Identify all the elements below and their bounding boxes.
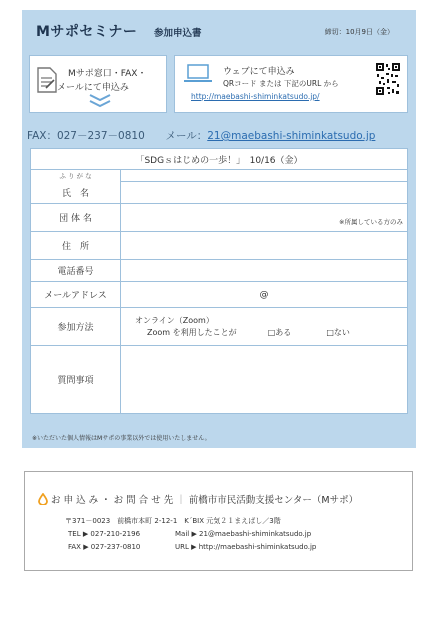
mail-address-link[interactable]: 21@maebashi-shiminkatsudo.jp bbox=[207, 130, 376, 142]
footer-organization: 前橋市市民活動支援センター（Mサポ） bbox=[188, 495, 359, 506]
zoom-yes-checkbox[interactable]: □ある bbox=[267, 327, 292, 337]
fax-apply-line2: メールにて申込み bbox=[57, 83, 129, 93]
privacy-note: ※いただいた個人情報はMサポの事業以外では使用いたしません。 bbox=[32, 435, 211, 442]
mail-label: メール： bbox=[165, 130, 208, 142]
web-apply-line1: ウェブにて申込み bbox=[223, 67, 295, 77]
fax-number: FAX：027－237－0810 bbox=[27, 130, 145, 142]
footer-address: 〒371－0023 前橋市本町 2-12-1 K´BIX 元気２１まえばし／3階 bbox=[65, 517, 281, 525]
method-online-zoom: オンライン（Zoom） bbox=[135, 315, 214, 325]
footer-mail[interactable]: Mail ▶ 21@maebashi-shiminkatsudo.jp bbox=[175, 530, 312, 538]
furigana-label: ふ り が な bbox=[31, 170, 121, 182]
drop-icon bbox=[38, 493, 48, 505]
seminar-title: Mサポセミナー bbox=[36, 24, 138, 40]
application-form-table bbox=[30, 148, 408, 414]
seminar-heading: 「SDGｓはじめの一歩！」 10/16（金） bbox=[31, 149, 408, 170]
contact-footer bbox=[24, 471, 413, 571]
web-apply-box bbox=[174, 55, 408, 113]
zoom-no-checkbox[interactable]: □ない bbox=[326, 327, 350, 337]
furigana-field[interactable] bbox=[121, 170, 408, 182]
group-label: 団 体 名 bbox=[31, 204, 121, 232]
footer-tel: TEL ▶ 027-210-2196 bbox=[68, 530, 141, 538]
laptop-icon bbox=[183, 64, 213, 84]
questions-label: 質問事項 bbox=[31, 346, 121, 414]
address-field[interactable] bbox=[121, 232, 408, 260]
footer-fax: FAX ▶ 027-237-0810 bbox=[68, 543, 141, 551]
name-field[interactable] bbox=[121, 182, 408, 204]
email-at-sign: @ bbox=[259, 289, 269, 300]
fax-mail-apply-box bbox=[29, 55, 167, 113]
footer-url[interactable]: URL ▶ http://maebashi-shiminkatsudo.jp bbox=[175, 543, 317, 551]
deadline-text: 締切：10月9日（金） bbox=[324, 28, 394, 36]
fax-apply-line1: Mサポ窓口・FAX・ bbox=[68, 69, 147, 79]
name-label: 氏 名 bbox=[31, 182, 121, 204]
questions-field[interactable] bbox=[121, 346, 408, 414]
qr-code-icon[interactable] bbox=[375, 62, 401, 96]
address-label: 住 所 bbox=[31, 232, 121, 260]
web-apply-line2: QRコード または 下記のURL から bbox=[223, 79, 339, 88]
footer-heading: お 申 込 み ・ お 問 合 せ 先 bbox=[51, 495, 174, 506]
email-field[interactable] bbox=[121, 282, 408, 308]
application-form-sheet bbox=[22, 10, 416, 448]
phone-label: 電話番号 bbox=[31, 260, 121, 282]
form-subtitle: 参加申込書 bbox=[154, 28, 202, 39]
group-field[interactable] bbox=[121, 204, 408, 232]
footer-heading-row: お 申 込 み ・ お 問 合 せ 先 ｜ 前橋市市民活動支援センター（Mサポ） bbox=[38, 492, 358, 506]
zoom-experience-question: Zoom を利用したことが bbox=[147, 327, 237, 337]
method-label: 参加方法 bbox=[31, 308, 121, 346]
title-row bbox=[36, 21, 406, 41]
phone-field[interactable] bbox=[121, 260, 408, 282]
chevron-down-icon bbox=[86, 92, 114, 108]
method-field bbox=[121, 308, 408, 346]
contact-line bbox=[27, 128, 411, 143]
document-icon bbox=[36, 66, 58, 94]
apply-url-link[interactable]: http://maebashi-shiminkatsudo.jp/ bbox=[191, 92, 320, 101]
group-note: ※所属している方のみ bbox=[339, 218, 403, 226]
email-label: メールアドレス bbox=[31, 282, 121, 308]
